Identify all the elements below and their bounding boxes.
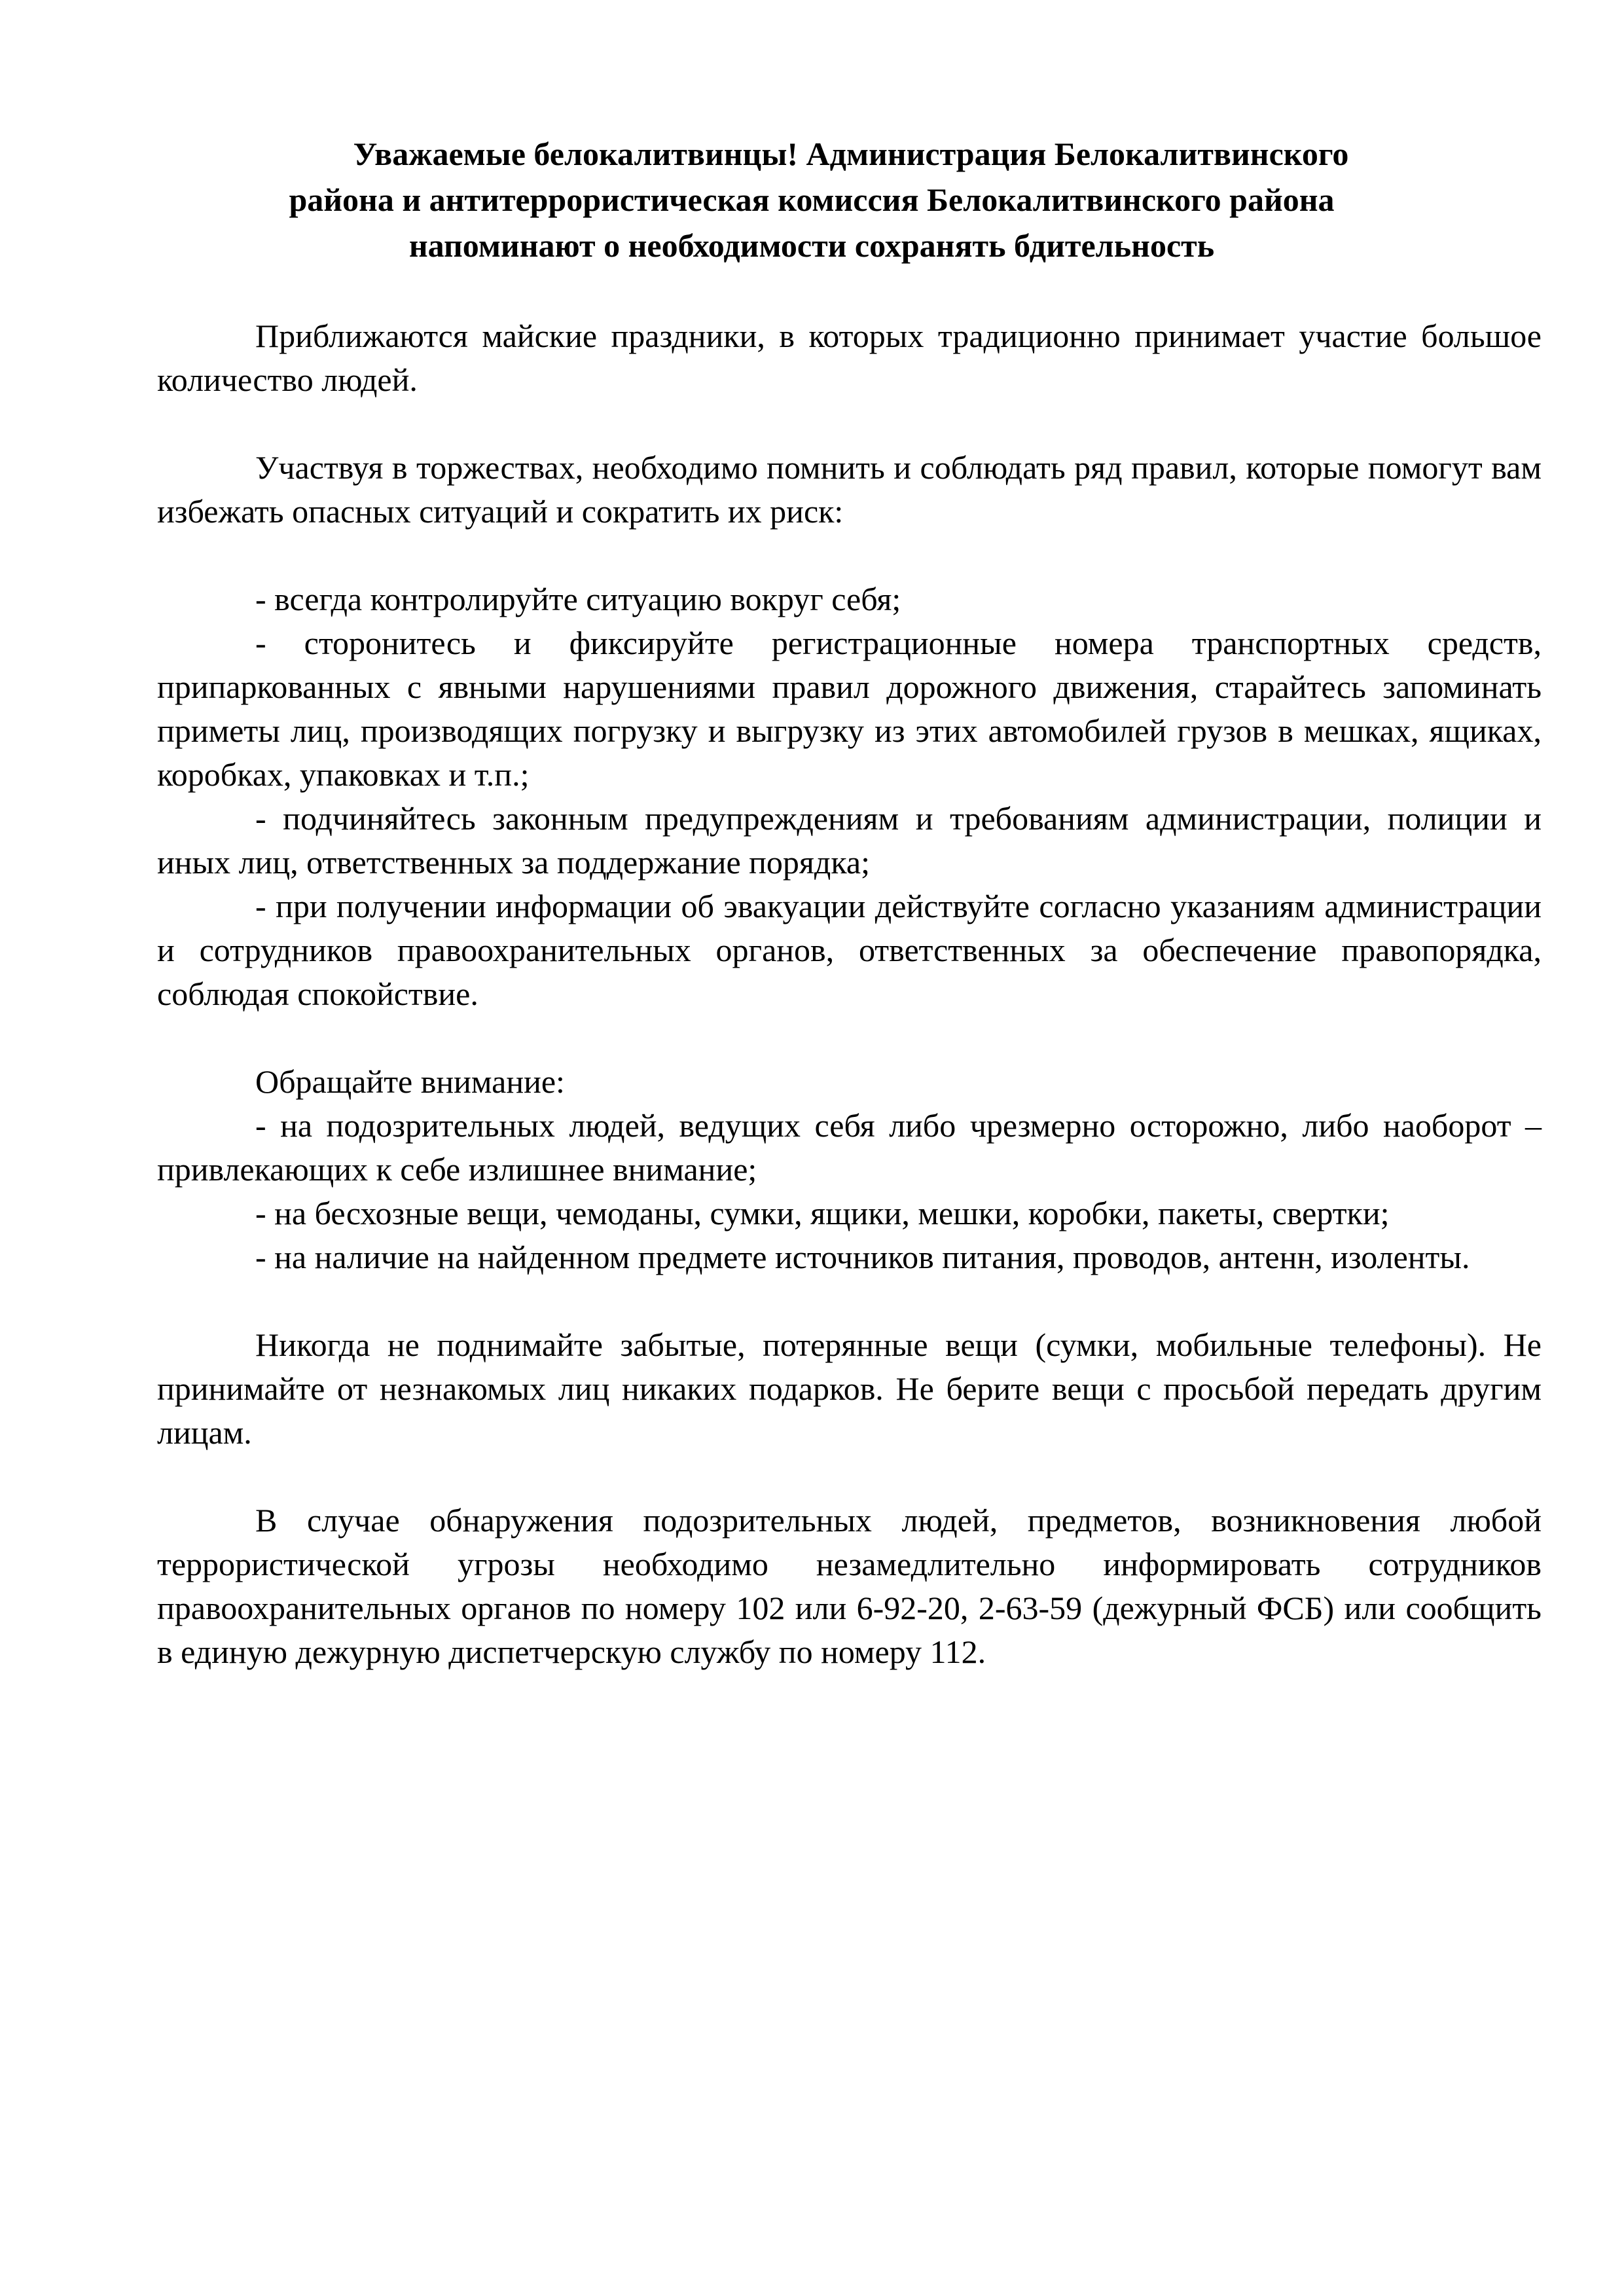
- attention-list: [157, 1104, 1542, 1279]
- contact-paragraph: В случае обнаружения подозрительных людей, предметов, возникновения любой террористической угрозы необходимо незамедлительно информировать сотрудников правоохранительных органов по номеру 102 или 6-92-20, 2-63-59 (дежурный ФСБ) или сообщить в единую дежурную диспетчерскую службу по номеру 112.: [157, 1502, 1542, 1670]
- rules-list: [157, 577, 1542, 1016]
- rule-item: - при получении информации об эвакуации действуйте согласно указаниям администрации и сотрудников правоохранительных органов, ответственных за обеспечение правопорядка, соблюдая спокойствие.: [157, 888, 1542, 1012]
- attention-intro-paragraph: Обращайте внимание:: [255, 1063, 565, 1100]
- rule-item: - сторонитесь и фиксируйте регистрационные номера транспортных средств, припаркованных с явными нарушениями правил дорожного движения, старайтесь запоминать приметы лиц, производящих погрузку и выгрузку из этих автомобилей грузов в мешках, ящиках, коробках, упаковках и т.п.;: [157, 625, 1542, 793]
- rules-intro-paragraph: Участвуя в торжествах, необходимо помнить и соблюдать ряд правил, которые помогут вам избежать опасных ситуаций и сократить их риск:: [157, 449, 1542, 530]
- title-line-1: Уважаемые белокалитвинцы! Администрация Белокалитвинского: [353, 136, 1349, 172]
- rule-item: - всегда контролируйте ситуацию вокруг себя;: [255, 581, 901, 617]
- attention-item: - на подозрительных людей, ведущих себя либо чрезмерно осторожно, либо наоборот – привлекающих к себе излишнее внимание;: [157, 1107, 1542, 1188]
- title-line-2: района и антитеррористическая комиссия Белокалитвинского района: [289, 181, 1335, 218]
- document-title: [196, 131, 1427, 268]
- rule-item: - подчиняйтесь законным предупреждениям и требованиям администрации, полиции и иных лиц, ответственных за поддержание порядка;: [157, 800, 1542, 881]
- intro-paragraph: Приближаются майские праздники, в которых традиционно принимает участие большое количество людей.: [157, 318, 1542, 398]
- title-line-3: напоминают о необходимости сохранять бдительность: [408, 227, 1215, 264]
- attention-item: - на бесхозные вещи, чемоданы, сумки, ящики, мешки, коробки, пакеты, свертки;: [255, 1195, 1390, 1231]
- document-body: [157, 314, 1542, 1674]
- warning-paragraph: Никогда не поднимайте забытые, потерянные вещи (сумки, мобильные телефоны). Не принимайте от незнакомых лиц никаких подарков. Не берите вещи с просьбой передать другим лицам.: [157, 1326, 1542, 1451]
- attention-item: - на наличие на найденном предмете источников питания, проводов, антенн, изоленты.: [255, 1239, 1470, 1275]
